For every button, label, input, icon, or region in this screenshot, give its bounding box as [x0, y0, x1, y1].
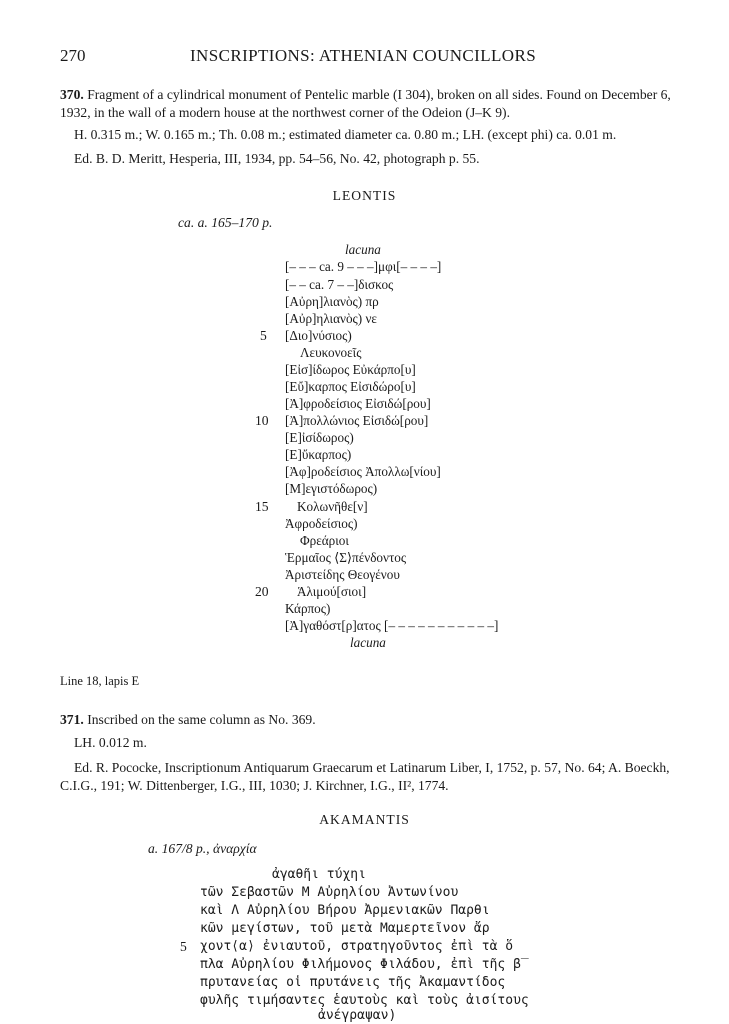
inscription-line-5: [Διο]νύσιος) — [285, 328, 352, 343]
running-title: INSCRIPTIONS: ATHENIAN COUNCILLORS — [190, 46, 537, 65]
entry-edition-line2: C.I.G., 191; W. Dittenberger, I.G., III, 1030; J. Kirchner, I.G., II², 1774. — [60, 778, 449, 793]
inscription-line-9: [Ἀ]φροδείσιος Εἰσιδώ[ρου] — [285, 396, 431, 411]
entry-edition: Ed. B. D. Meritt, Hesperia, III, 1934, pp. 54–56, No. 42, photograph p. 55. — [74, 151, 480, 166]
inscription-line-15: Κολωνῆθε[ν] — [297, 499, 368, 514]
entry-number: 371. — [60, 712, 84, 727]
line-number-5: 5 — [180, 939, 187, 954]
inscription-line-11: [Ε]ἰσίδωρος) — [285, 430, 354, 445]
section-title-leontis: LEONTIS — [332, 188, 397, 203]
inscription-line-9: ἀνέγραψαν) — [318, 1008, 397, 1023]
entry-desc-line2: 1932, in the wall of a modern house at the northwest corner of the Odeion (J–K 9). — [60, 105, 510, 120]
section-title-akamantis: AKAMANTIS — [319, 812, 410, 827]
entry-dims: LH. 0.012 m. — [74, 735, 147, 750]
inscription-date: a. 167/8 p., ἀναρχία — [148, 841, 257, 856]
inscription-line-14: [Μ]εγιστόδωρος) — [285, 481, 378, 496]
inscription-line-7: [Εἰσ]ίδωρος Εὐκάρπο[υ] — [285, 362, 416, 377]
inscription-line-16: Ἀφροδείσιος) — [285, 516, 358, 531]
line-number-20: 20 — [255, 584, 269, 599]
line-number-5: 5 — [260, 328, 267, 343]
inscription-line-3: καὶ Λ Αὐρηλίου Βήρου Ἀρμενιακῶν Παρθι — [200, 903, 490, 918]
line-number-10: 10 — [255, 413, 269, 428]
inscription-line-8: [Εὔ]καρπος Εἰσιδώρο[υ] — [285, 379, 416, 394]
entry-number: 370. — [60, 87, 84, 102]
inscription-line-1: ἀγαθῆι τύχηι — [272, 867, 366, 882]
entry-370-desc — [60, 86, 671, 104]
inscription-line-1: [– – – ca. 9 – – –]μφι[– – – –] — [285, 259, 442, 274]
inscription-line-6: Λευκονοεῖς — [300, 345, 362, 360]
entry-desc: Inscribed on the same column as No. 369. — [87, 712, 316, 727]
inscription-line-18: Ἑρμαῖος ⟨Σ⟩πένδοντος — [285, 550, 407, 565]
inscription-line-17: Φρεάριοι — [300, 533, 349, 548]
entry-371-desc — [60, 711, 316, 729]
inscription-line-7: πρυτανείας οἱ πρυτάνεις τῆς Ἀκαμαντίδος — [200, 975, 506, 990]
entry-edition-line1: Ed. R. Pococke, Inscriptionum Antiquarum Graecarum et Latinarum Liber, I, 1752, p. 57, No. 64; A. Boeckh, — [74, 760, 670, 775]
inscription-line-6: πλα Αὐρηλίου Φιλήμονος Φιλάδου, ἐπὶ τῆς β̅ — [200, 957, 521, 972]
inscription-line-12: [Ε]ὔκαρπος) — [285, 447, 352, 462]
page-number: 270 — [60, 46, 86, 65]
entry-desc-line1: Fragment of a cylindrical monument of Pentelic marble (I 304), broken on all sides. Found on December 6, — [87, 87, 671, 102]
inscription-date: ca. a. 165–170 p. — [178, 215, 273, 230]
inscription-line-10: [Ἀ]πολλώνιος Εἰσιδώ[ρου] — [285, 413, 429, 428]
line-number-15: 15 — [255, 499, 269, 514]
line-note: Line 18, lapis E — [60, 674, 140, 688]
inscription-line-8: φυλῆς τιμήσαντες ἑαυτοὺς καὶ τοὺς ἀισίτους — [200, 993, 529, 1008]
inscription-line-21: Κάρπος) — [285, 601, 331, 616]
inscription-line-2: τῶν Σεβαστῶν Μ Αὐρηλίου Ἀντωνίνου — [200, 885, 459, 900]
lacuna-bottom: lacuna — [350, 635, 386, 650]
inscription-line-19: Ἀριστείδης Θεογένου — [285, 567, 400, 582]
inscription-line-4: κῶν μεγίστων, τοῦ μετὰ Μαμερτεῖνον ἄρ — [200, 921, 490, 936]
inscription-line-2: [– – ca. 7 – –]δισκος — [285, 277, 394, 292]
entry-dims: H. 0.315 m.; W. 0.165 m.; Th. 0.08 m.; estimated diameter ca. 0.80 m.; LH. (except phi) ca. 0.01 m. — [74, 127, 617, 142]
inscription-line-22: [Ἀ]γαθόστ[ρ]ατος [– – – – – – – – – – –] — [285, 618, 499, 633]
inscription-line-5: χοντ⟨α⟩ ἐνιαυτοῦ, στρατηγοῦντος ἐπὶ τὰ ὅ — [200, 939, 514, 954]
inscription-line-20: Ἁλιμού[σιοι] — [297, 584, 367, 599]
inscription-line-13: [Ἀφ]ροδείσιος Ἀπολλω[νίου] — [285, 464, 441, 479]
inscription-line-4: [Αὐρ]ηλιανὸς) νε — [285, 311, 377, 326]
inscription-line-3: [Αὐρη]λιανὸς) πρ — [285, 294, 379, 309]
lacuna-top: lacuna — [345, 242, 381, 257]
